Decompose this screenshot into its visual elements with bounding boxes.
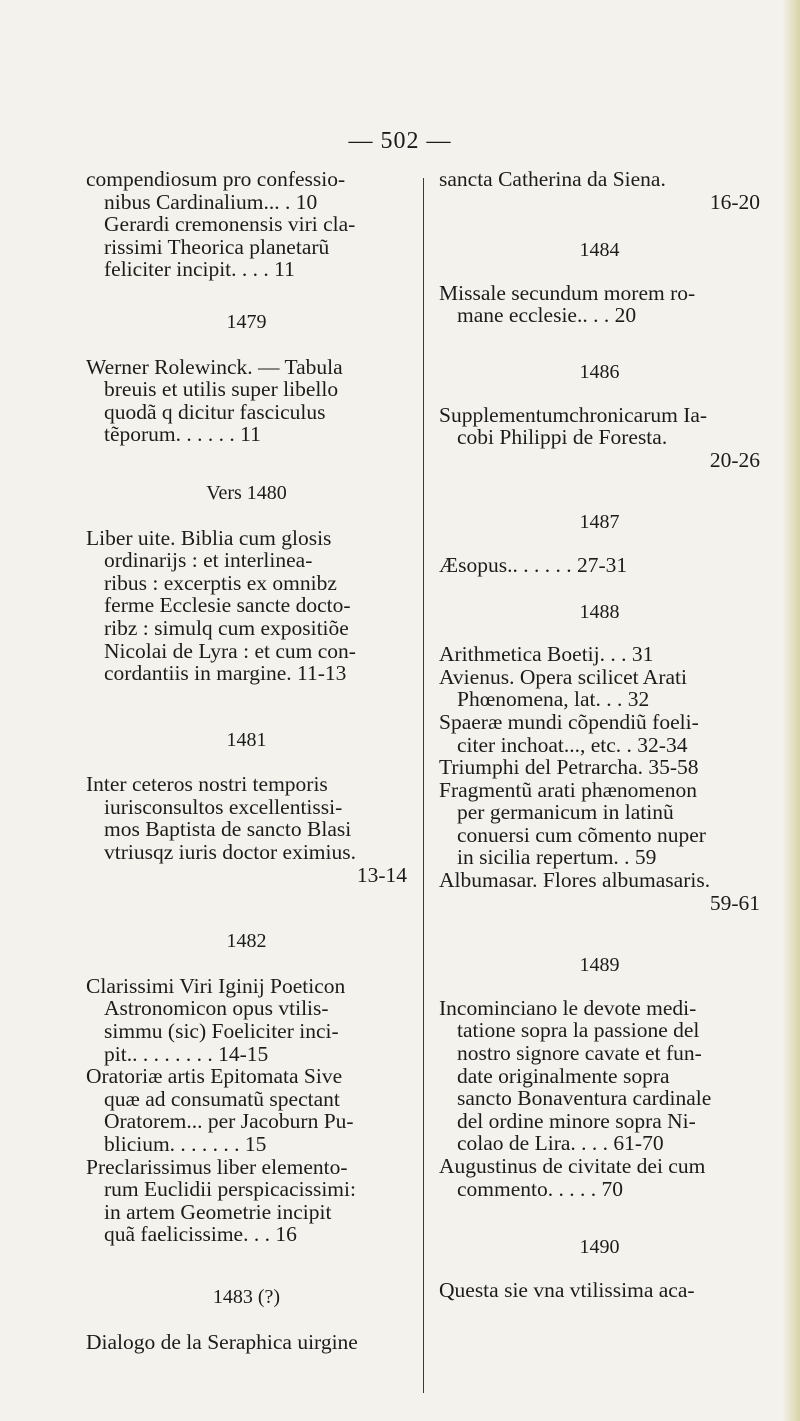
entry-line: Arithmetica Boetij. . . 31 [439,642,654,667]
spacer [439,262,760,282]
entry-line: mos Baptista de sancto Blasi [104,817,352,842]
year-heading: 1490 [579,1236,620,1259]
entry-line: Oratorem... per Jacoburn Pu- [104,1109,354,1134]
page-edge-shadow [782,0,800,1421]
entry-line: Avienus. Opera scilicet Arati [439,664,687,689]
catalog-entry [439,666,760,711]
entry-line: in sicilia repertum. . 59 [457,845,657,870]
entry-line: Dialogo de la Seraphica uirgine [86,1329,358,1354]
entry-line: ribus : excerptis ex omnibz [104,570,337,595]
spacer [439,384,760,404]
entry-line: ferme Ecclesie sancte docto- [104,593,351,618]
catalog-entry [86,527,407,685]
entry-line: Oratoriæ artis Epitomata Sive [86,1064,343,1089]
spacer [86,953,407,975]
entry-line: mane ecclesie.. . . 20 [457,303,637,328]
entry-line: conuersi cum cõmento nuper [457,822,706,847]
catalog-entry [439,1155,760,1200]
entry-line: del ordine minore sopra Ni- [457,1108,696,1133]
spacer [86,886,407,930]
entry-line: Clarissimi Viri Iginij Poeticon [86,973,346,998]
entry-line: Gerardi cremonensis viri cla- [104,212,356,237]
catalog-entry [439,643,760,666]
spacer [439,327,760,361]
year-heading: 1486 [579,360,620,383]
entry-line: in artem Geometrie incipit [104,1199,332,1224]
entry-line: quæ ad consumatũ spectant [104,1086,340,1111]
entry-line: quã faelicissime. . . 16 [104,1222,297,1247]
spacer [439,534,760,554]
spacer [439,1259,760,1279]
entry-line: Inter ceteros nostri temporis [86,772,328,797]
right-column [439,168,760,1301]
entry-line: Incominciano le devote medi- [439,995,697,1020]
entry-line: Spaeræ mundi cõpendiũ foeli- [439,709,699,734]
entry-line: citer inchoat..., etc. . 32-34 [457,732,688,757]
catalog-entry [439,779,760,869]
spacer [86,1246,407,1286]
entry-line: rum Euclidii perspicacissimi: [104,1177,356,1202]
spacer [86,446,407,482]
catalog-entry [86,1065,407,1155]
spacer [439,623,760,643]
catalog-entry [439,404,760,472]
spacer [86,1309,407,1331]
entry-line: Preclarissimus liber elemento- [86,1154,348,1179]
catalog-entry [439,554,760,577]
year-heading: 1479 [226,310,267,333]
entry-line: ordinarijs : et interlinea- [104,548,313,573]
entry-line: Questa sie vna vtilissima aca- [439,1277,695,1302]
catalog-entry [86,1331,407,1354]
spacer [86,281,407,311]
entry-line: nibus Cardinalium... . 10 [104,189,318,214]
catalog-entry [439,1279,760,1302]
spacer [439,577,760,601]
entry-line: rissimi Theorica planetarũ [104,234,330,259]
entry-line: Astronomicon opus vtilis- [104,996,329,1021]
entry-line: Liber uite. Biblia cum glosis [86,525,332,550]
entry-line: Albumasar. Flores albumasaris. [439,868,711,893]
entry-line: Nicolai de Lyra : et cum con- [104,638,356,663]
entry-line: colao de Lira. . . . 61-70 [457,1131,664,1156]
entry-line: iurisconsultos excellentissi- [104,794,343,819]
entry-line: Fragmentũ arati phænomenon [439,777,697,802]
entry-line: Æsopus.. . . . . . 27-31 [439,552,628,577]
entry-line: tatione sopra la passione del [457,1018,700,1043]
column-divider [423,178,424,1393]
catalog-entry [439,756,760,779]
entry-line: vtriusqz iuris doctor eximius. [104,840,356,865]
entry-line: blicium. . . . . . . 15 [104,1132,267,1156]
entry-line: quodã q dicitur fasciculus [104,399,326,424]
catalog-entry [86,975,407,1065]
entry-line: per germanicum in latinũ [457,800,674,825]
entry-line: nostro signore cavate et fun- [457,1041,702,1066]
entry-line: Triumphi del Petrarcha. 35-58 [439,755,699,780]
entry-pages: 16-20 [709,189,760,214]
entry-pages: 13-14 [356,862,407,887]
entry-line: pit.. . . . . . . . 14-15 [104,1041,269,1066]
entry-pages: 20-26 [709,447,760,472]
year-heading: 1488 [579,600,620,623]
entry-line: breuis et utilis super libello [104,377,339,402]
entry-line: cobi Philippi de Foresta. [457,425,668,450]
catalog-entry [86,168,407,281]
spacer [439,1200,760,1236]
catalog-entry [86,1156,407,1246]
entry-line: feliciter incipit. . . . 11 [104,257,295,282]
catalog-entry [439,282,760,327]
entry-line: cordantiis in margine. 11-13 [104,661,347,686]
catalog-entry [439,869,760,914]
spacer [86,685,407,729]
entry-line: simmu (sic) Foeliciter inci- [104,1019,339,1044]
entry-line: compendiosum pro confessio- [86,167,346,191]
catalog-entry [86,773,407,886]
entry-line: Missale secundum morem ro- [439,280,696,305]
year-heading: 1482 [226,930,267,953]
spacer [439,914,760,954]
entry-line: Supplementumchronicarum Ia- [439,402,708,427]
entry-line: commento. . . . . 70 [457,1176,624,1201]
year-heading: 1481 [226,728,267,751]
spacer [439,977,760,997]
year-heading: 1489 [579,954,620,977]
spacer [86,751,407,773]
page-number: — 502 — [348,128,452,154]
year-heading: 1483 (?) [212,1285,281,1308]
catalog-entry [439,997,760,1155]
entry-line: date originalmente sopra [457,1063,670,1088]
entry-line: ribz : simulq cum expositiõe [104,615,349,640]
spacer [86,505,407,527]
entry-line: Augustinus de civitate dei cum [439,1154,706,1178]
left-column [86,168,407,1353]
catalog-entry [439,168,760,213]
year-heading: 1484 [579,239,620,262]
year-heading: Vers 1480 [206,481,287,504]
year-heading: 1487 [579,511,620,534]
catalog-entry [86,356,407,446]
entry-line: tẽporum. . . . . . 11 [104,422,261,447]
spacer [86,334,407,356]
entry-pages: 59-61 [709,890,760,915]
spacer [439,213,760,239]
entry-line: Werner Rolewinck. — Tabula [86,354,343,379]
entry-line: Phœnomena, lat. . . 32 [457,687,650,712]
spacer [439,471,760,511]
entry-line: sancta Catherina da Siena. [439,167,666,191]
catalog-entry [439,711,760,756]
entry-line: sancto Bonaventura cardinale [457,1086,712,1111]
